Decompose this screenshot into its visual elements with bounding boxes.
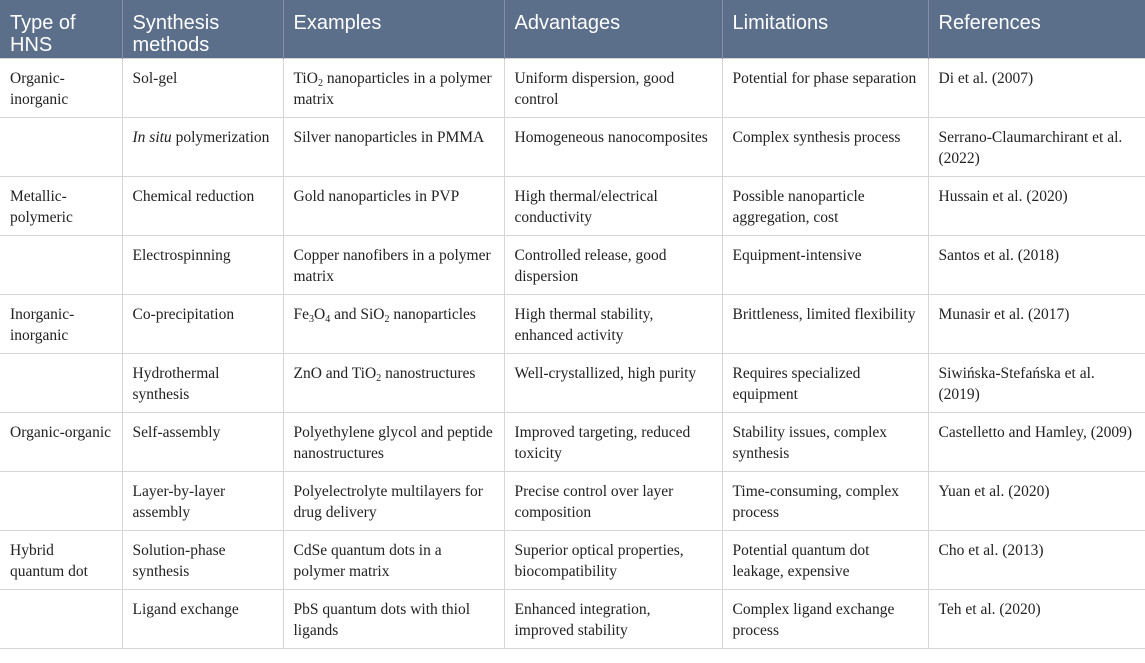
type-cell: Inorganic-inorganic bbox=[0, 294, 122, 353]
limitations-cell: Brittleness, limited flexibility bbox=[722, 294, 928, 353]
type-cell: Organic-inorganic bbox=[0, 58, 122, 117]
table-row bbox=[0, 294, 1145, 353]
example-cell bbox=[283, 58, 504, 117]
references-cell: Munasir et al. (2017) bbox=[928, 294, 1145, 353]
limitations-cell: Time-consuming, complex process bbox=[722, 471, 928, 530]
references-cell: Santos et al. (2018) bbox=[928, 235, 1145, 294]
limitations-cell: Equipment-intensive bbox=[722, 235, 928, 294]
advantages-cell: Well-crystallized, high purity bbox=[504, 353, 722, 412]
example-text: TiO bbox=[293, 69, 318, 87]
example-cell bbox=[283, 353, 504, 412]
table-row bbox=[0, 589, 1145, 648]
table-row bbox=[0, 176, 1145, 235]
header-row bbox=[0, 0, 1145, 58]
example-cell: CdSe quantum dots in a polymer matrix bbox=[283, 530, 504, 589]
method-cell: Solution-phase synthesis bbox=[122, 530, 283, 589]
header-limitations: Limitations bbox=[722, 0, 928, 58]
table-row bbox=[0, 471, 1145, 530]
method-cell: Electrospinning bbox=[122, 235, 283, 294]
advantages-cell: Superior optical properties, biocompatibility bbox=[504, 530, 722, 589]
advantages-cell: High thermal/electrical conductivity bbox=[504, 176, 722, 235]
advantages-cell: Uniform dispersion, good control bbox=[504, 58, 722, 117]
example-cell: Gold nanoparticles in PVP bbox=[283, 176, 504, 235]
example-text: ZnO and TiO bbox=[293, 364, 377, 382]
table-row bbox=[0, 530, 1145, 589]
method-text: polymerization bbox=[171, 128, 270, 146]
header-references: References bbox=[928, 0, 1145, 58]
limitations-cell: Potential quantum dot leakage, expensive bbox=[722, 530, 928, 589]
advantages-cell: Precise control over layer composition bbox=[504, 471, 722, 530]
advantages-cell: High thermal stability, enhanced activity bbox=[504, 294, 722, 353]
references-cell: Hussain et al. (2020) bbox=[928, 176, 1145, 235]
example-cell: Polyethylene glycol and peptide nanostructures bbox=[283, 412, 504, 471]
limitations-cell: Stability issues, complex synthesis bbox=[722, 412, 928, 471]
table-row bbox=[0, 117, 1145, 176]
references-cell: Serrano-Claumarchirant et al. (2022) bbox=[928, 117, 1145, 176]
table-row bbox=[0, 58, 1145, 117]
method-cell: Chemical reduction bbox=[122, 176, 283, 235]
example-cell bbox=[283, 294, 504, 353]
method-cell: Layer-by-layer assembly bbox=[122, 471, 283, 530]
advantages-cell: Controlled release, good dispersion bbox=[504, 235, 722, 294]
advantages-cell: Homogeneous nanocomposites bbox=[504, 117, 722, 176]
limitations-cell: Complex ligand exchange process bbox=[722, 589, 928, 648]
type-cell bbox=[0, 117, 122, 176]
table-row bbox=[0, 353, 1145, 412]
header-type: Type of HNS bbox=[0, 0, 122, 58]
subscript: 2 bbox=[317, 77, 323, 89]
type-cell bbox=[0, 235, 122, 294]
example-cell: Silver nanoparticles in PMMA bbox=[283, 117, 504, 176]
table-row bbox=[0, 412, 1145, 471]
example-cell: Copper nanofibers in a polymer matrix bbox=[283, 235, 504, 294]
method-cell: Self-assembly bbox=[122, 412, 283, 471]
example-text: nanoparticles in a polymer matrix bbox=[293, 69, 492, 108]
header-advantages: Advantages bbox=[504, 0, 722, 58]
method-italic-text: In situ bbox=[132, 128, 172, 146]
method-cell: Ligand exchange bbox=[122, 589, 283, 648]
example-text: and SiO bbox=[330, 305, 385, 323]
example-text: O bbox=[314, 305, 326, 323]
table-row bbox=[0, 235, 1145, 294]
example-text: nanoparticles bbox=[389, 305, 476, 323]
subscript: 2 bbox=[384, 313, 390, 325]
references-cell: Siwińska-Stefańska et al. (2019) bbox=[928, 353, 1145, 412]
example-text: nanostructures bbox=[381, 364, 476, 382]
advantages-cell: Enhanced integration, improved stability bbox=[504, 589, 722, 648]
references-cell: Cho et al. (2013) bbox=[928, 530, 1145, 589]
references-cell: Teh et al. (2020) bbox=[928, 589, 1145, 648]
limitations-cell: Complex synthesis process bbox=[722, 117, 928, 176]
references-cell: Yuan et al. (2020) bbox=[928, 471, 1145, 530]
example-cell: PbS quantum dots with thiol ligands bbox=[283, 589, 504, 648]
limitations-cell: Requires specialized equipment bbox=[722, 353, 928, 412]
example-text: Fe bbox=[293, 305, 309, 323]
method-cell: Hydrothermal synthesis bbox=[122, 353, 283, 412]
type-cell: Organic-organic bbox=[0, 412, 122, 471]
type-cell: Metallic-polymeric bbox=[0, 176, 122, 235]
subscript: 3 bbox=[309, 313, 314, 325]
type-cell: Hybrid quantum dot bbox=[0, 530, 122, 589]
example-cell: Polyelectrolyte multilayers for drug delivery bbox=[283, 471, 504, 530]
method-cell bbox=[122, 117, 283, 176]
method-cell: Sol-gel bbox=[122, 58, 283, 117]
advantages-cell: Improved targeting, reduced toxicity bbox=[504, 412, 722, 471]
references-cell: Di et al. (2007) bbox=[928, 58, 1145, 117]
references-cell: Castelletto and Hamley, (2009) bbox=[928, 412, 1145, 471]
method-cell: Co-precipitation bbox=[122, 294, 283, 353]
limitations-cell: Potential for phase separation bbox=[722, 58, 928, 117]
type-cell bbox=[0, 589, 122, 648]
subscript: 4 bbox=[325, 313, 331, 325]
header-examples: Examples bbox=[283, 0, 504, 58]
type-cell bbox=[0, 471, 122, 530]
header-synthesis-methods: Synthesis methods bbox=[122, 0, 283, 58]
type-cell bbox=[0, 353, 122, 412]
limitations-cell: Possible nanoparticle aggregation, cost bbox=[722, 176, 928, 235]
subscript: 2 bbox=[376, 372, 382, 384]
